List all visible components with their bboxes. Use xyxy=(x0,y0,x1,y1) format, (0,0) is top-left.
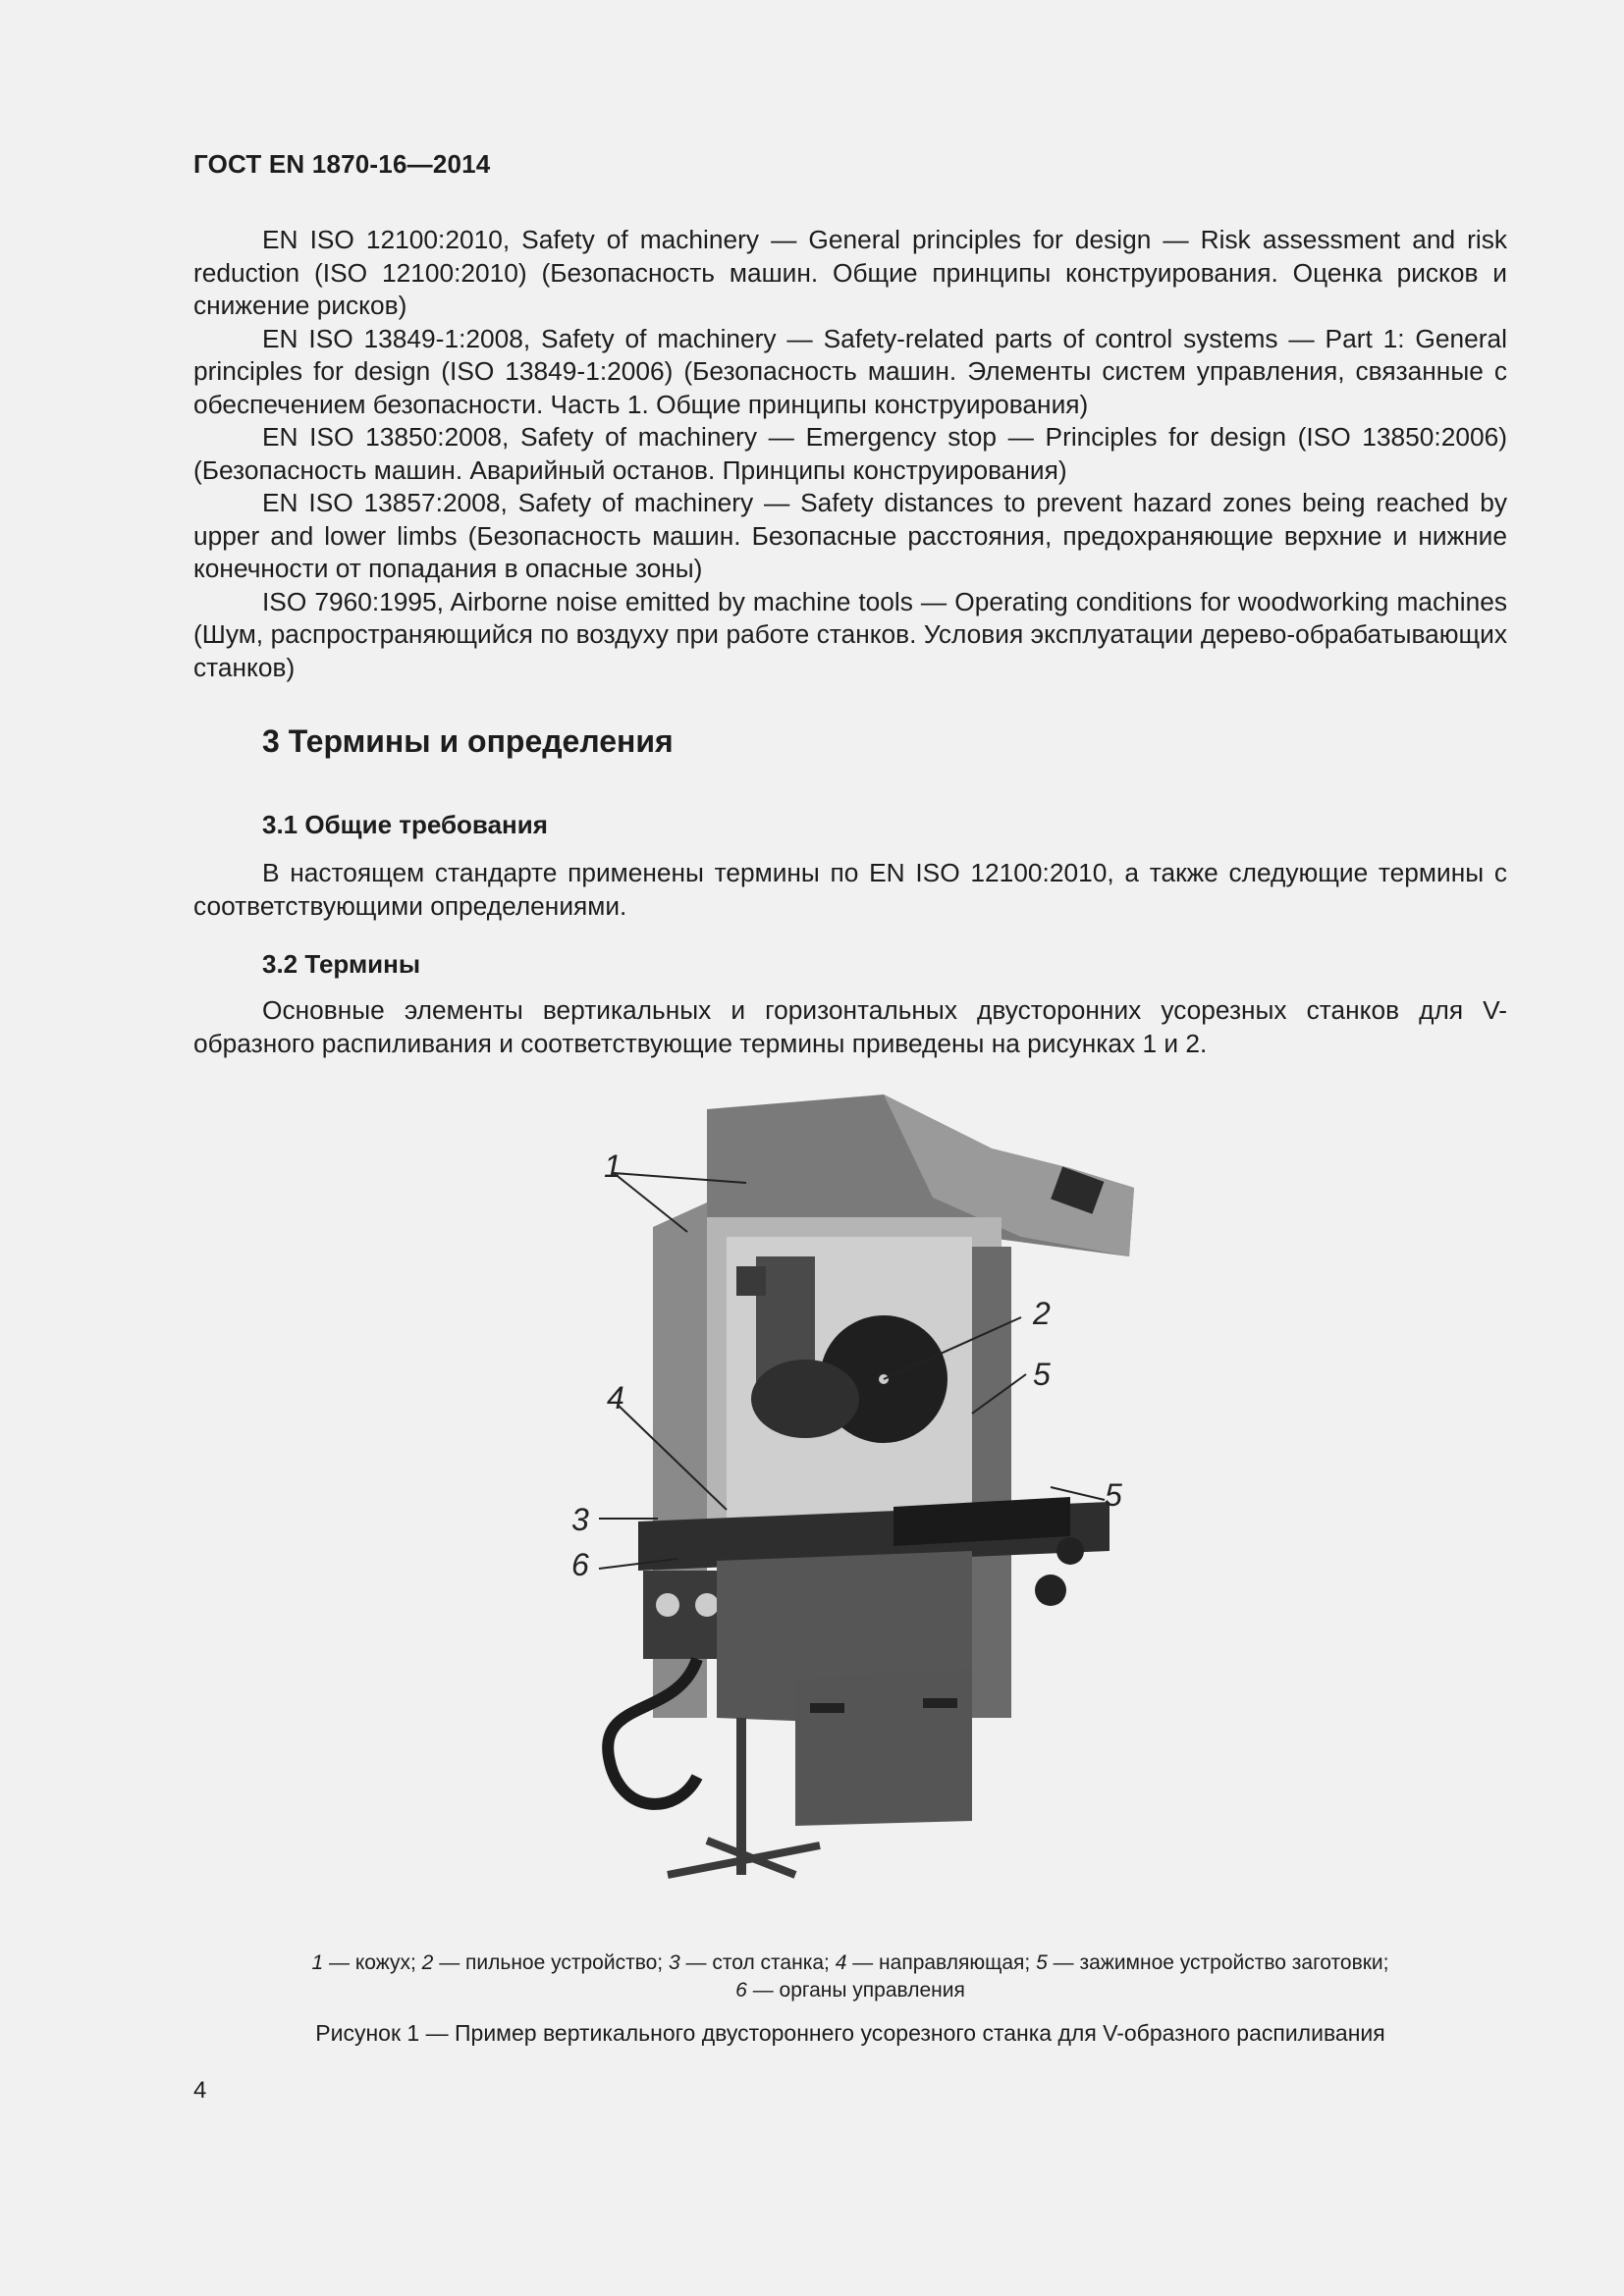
legend-text: — органы управления xyxy=(746,1979,965,2002)
figure-legend xyxy=(193,1949,1507,2004)
legend-text: — кожух; xyxy=(323,1951,422,1974)
callout-label: 2 xyxy=(1033,1296,1051,1331)
legend-number: 1 xyxy=(311,1951,324,1974)
callout-label: 6 xyxy=(571,1547,589,1582)
figure-caption: Рисунок 1 — Пример вертикального двустороннего усорезного станка для V-образного распиливания xyxy=(315,2020,1385,2046)
document-header: ГОСТ EN 1870-16—2014 xyxy=(193,149,491,179)
page-number: 4 xyxy=(193,2077,207,2104)
subsection-paragraph: В настоящем стандарте применены термины по EN ISO 12100:2010, а также следующие термины с соответствующими определениями. xyxy=(193,858,1507,921)
legend-number: 2 xyxy=(421,1951,434,1974)
legend-number: 3 xyxy=(668,1951,680,1974)
subsection-title: 3.1 Общие требования xyxy=(262,810,548,839)
callout-label: 3 xyxy=(571,1502,589,1537)
legend-number: 6 xyxy=(735,1979,747,2002)
reference-item: EN ISO 12100:2010, Safety of machinery — General principles for design — Risk assessment and risk reduction (ISO 12100:2010) (Безопасность машин. Общие принципы конструирования. Оценка рисков и снижение рисков) xyxy=(193,225,1507,320)
callout-label: 4 xyxy=(607,1380,624,1415)
legend-number: 4 xyxy=(835,1951,847,1974)
reference-item: EN ISO 13850:2008, Safety of machinery — Emergency stop — Principles for design (ISO 13850:2006) (Безопасность машин. Аварийный останов. Принципы конструирования) xyxy=(193,422,1507,485)
reference-item: EN ISO 13849-1:2008, Safety of machinery — Safety-related parts of control systems — Part 1: General principles for design (ISO 13849-1:2006) (Безопасность машин. Элементы систем управления, связанные с обеспечением безопасности. Часть 1. Общие принципы конструирования) xyxy=(193,323,1507,419)
reference-item: EN ISO 13857:2008, Safety of machinery — Safety distances to prevent hazard zones being reached by upper and lower limbs (Безопасность машин. Безопасные расстояния, предохраняющие верхние и нижние конечности от попадания в опасные зоны) xyxy=(193,488,1507,583)
legend-text: — направляющая; xyxy=(846,1951,1037,1974)
legend-text: — зажимное устройство заготовки; xyxy=(1047,1951,1389,1974)
machine-figure xyxy=(560,1090,1168,1914)
machine-illustration xyxy=(560,1090,1168,1914)
normative-references xyxy=(193,224,1507,684)
legend-number: 5 xyxy=(1036,1951,1048,1974)
callout-label: 5 xyxy=(1105,1477,1122,1513)
reference-item: ISO 7960:1995, Airborne noise emitted by machine tools — Operating conditions for woodworking machines (Шум, распространяющийся по воздуху при работе станков. Условия эксплуатации дерево-обрабатывающих станков) xyxy=(193,586,1507,682)
subsection-title: 3.2 Термины xyxy=(262,949,421,979)
callout-label: 1 xyxy=(604,1148,622,1184)
callout-label: 5 xyxy=(1033,1357,1051,1392)
legend-text: — стол станка; xyxy=(679,1951,836,1974)
subsection-paragraph: Основные элементы вертикальных и горизонтальных двусторонних усорезных станков для V-образного распиливания и соответствующие термины приведены на рисунках 1 и 2. xyxy=(193,995,1507,1058)
legend-text: — пильное устройство; xyxy=(433,1951,669,1974)
section-title: 3 Термины и определения xyxy=(262,723,674,759)
